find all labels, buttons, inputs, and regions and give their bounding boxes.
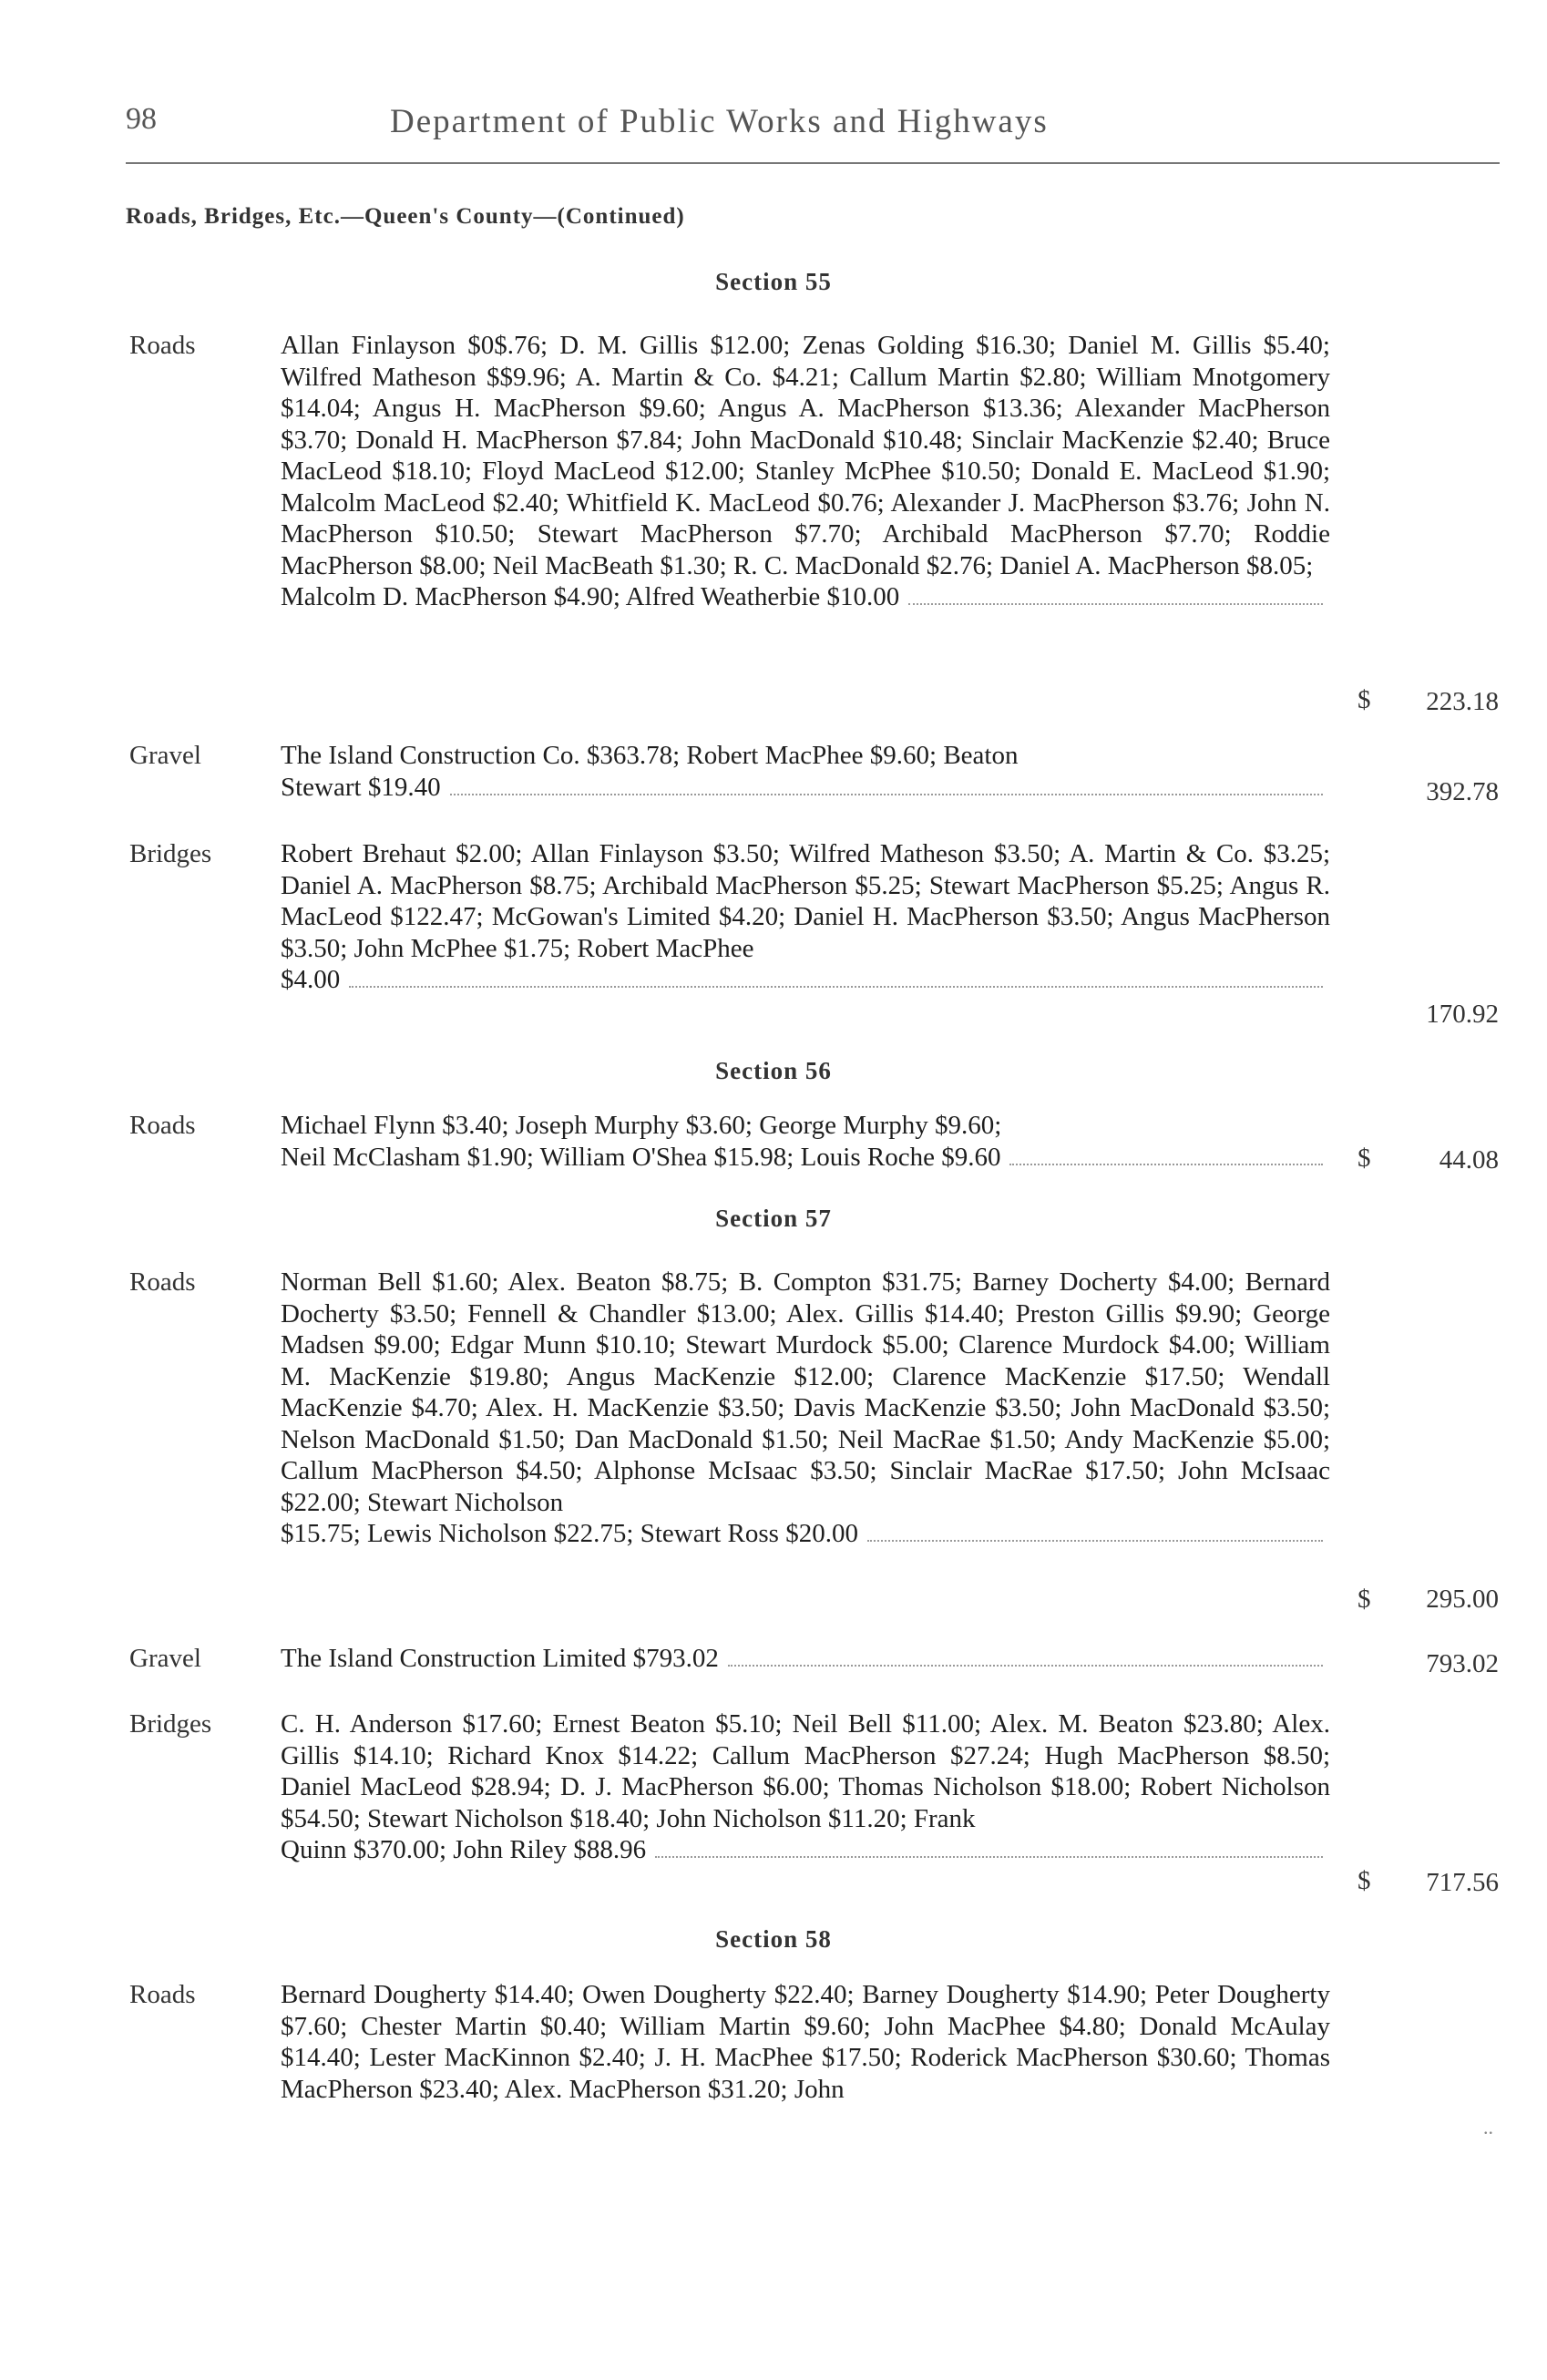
dot-leader [655,1856,1323,1858]
entry-last-line [281,1518,1330,1550]
entry-amount: 295.00 [1426,1585,1499,1614]
entry-text [281,1979,1330,2105]
entry-payees-end: Quinn $370.00; John Riley $88.96 [281,1835,647,1864]
entry-category: Bridges [129,1709,212,1739]
page-number: 98 [126,102,157,136]
section-title: Section 57 [715,1205,832,1232]
entry-category: Roads [129,1111,196,1140]
section-title: Section 58 [715,1925,832,1953]
dot-leader [908,603,1323,605]
entry-category: Gravel [129,1644,201,1673]
entry-amount: 793.02 [1426,1649,1499,1678]
entry-payees: Bernard Dougherty $14.40; Owen Dougherty $22.40; Barney Dougherty $14.90; Peter Dougherty $7.60; Chester Martin $0.40; William Martin $9.60; John MacPhee $4.80; Donald McAulay $14.40; Lester MacKinnon $2.40; J. H. MacPhee $17.50; Roderick MacPherson $30.60; Thomas MacPherson $23.40; Alex. MacPherson $31.20; John [281,1980,1330,2104]
entry-amount: 170.92 [1426,1000,1499,1029]
entry-text [281,1267,1330,1550]
entry-payees-end: Malcolm D. MacPherson $4.90; Alfred Weatherbie $10.00 [281,582,900,611]
subhead: Roads, Bridges, Etc.—Queen's County—(Continued) [126,204,685,229]
entry-payees-end: Stewart $19.40 [281,772,441,802]
section-title: Section 55 [715,268,832,295]
entry-payees-end: The Island Construction Limited $793.02 [281,1644,719,1673]
entry-payees: Robert Brehaut $2.00; Allan Finlayson $3.50; Wilfred Matheson $3.50; A. Martin & Co. $3.25; Daniel A. MacPherson $8.75; Archibald MacPherson $5.25; Stewart MacPherson $5.25; Angus R. MacLeod $122.47; McGowan's Limited $4.20; Daniel H. MacPherson $3.50; Angus MacPherson $3.50; John McPhee $1.75; Robert MacPhee [281,839,1330,963]
entry-last-line [281,964,1330,996]
entry-category: Roads [129,331,196,360]
entry-text [281,1708,1330,1866]
running-head: Department of Public Works and Highways [390,103,1049,140]
margin-mark: .. [1483,2116,1493,2139]
entry-last-line [281,1643,1330,1675]
entry-category: Gravel [129,741,201,770]
entry-amount: 223.18 [1426,687,1499,716]
dollar-sign: $ [1357,685,1371,714]
entry-last-line [281,581,1330,613]
dot-leader [867,1540,1323,1542]
entry-text [281,330,1330,613]
header-rule [126,162,1500,164]
entry-text [281,838,1330,996]
section-title: Section 56 [715,1057,832,1084]
entry-text [281,740,1330,803]
entry-payees: The Island Construction Co. $363.78; Robert MacPhee $9.60; Beaton [281,741,1019,770]
dot-leader [349,986,1323,988]
entry-amount: 392.78 [1426,777,1499,806]
entry-amount: 717.56 [1426,1868,1499,1897]
entry-category: Roads [129,1980,196,2009]
entry-payees: Michael Flynn $3.40; Joseph Murphy $3.60; George Murphy $9.60; [281,1111,1002,1140]
entry-category: Roads [129,1267,196,1297]
entry-last-line [281,772,1330,804]
entry-category: Bridges [129,839,212,868]
dot-leader [728,1665,1323,1667]
dot-leader [450,794,1323,795]
entry-payees-end: $4.00 [281,965,341,994]
dollar-sign: $ [1357,1585,1371,1614]
dot-leader [1009,1164,1323,1165]
entry-payees: Norman Bell $1.60; Alex. Beaton $8.75; B. Compton $31.75; Barney Docherty $4.00; Bernard Docherty $3.50; Fennell & Chandler $13.00; Alex. Gillis $14.40; Preston Gillis $9.90; George Madsen $9.00; Edgar Munn $10.10; Stewart Murdock $5.00; Clarence Murdock $4.00; William M. MacKenzie $19.80; Angus MacKenzie $12.00; Clarence MacKenzie $17.50; Wendall MacKenzie $4.70; Alex. H. MacKenzie $3.50; Davis MacKenzie $3.50; John MacDonald $3.50; Nelson MacDonald $1.50; Dan MacDonald $1.50; Neil MacRae $1.50; Andy MacKenzie $5.00; Callum MacPherson $4.50; Alphonse McIsaac $3.50; Sinclair MacRae $17.50; John McIsaac $22.00; Stewart Nicholson [281,1267,1330,1517]
entry-text [281,1110,1330,1173]
entry-payees: Allan Finlayson $0$.76; D. M. Gillis $12.00; Zenas Golding $16.30; Daniel M. Gillis $5.40; Wilfred Matheson $$9.96; A. Martin & Co. $4.21; Callum Martin $2.80; William Mnotgomery $14.04; Angus H. MacPherson $9.60; Angus A. MacPherson $13.36; Alexander MacPherson $3.70; Donald H. MacPherson $7.84; John MacDonald $10.48; Sinclair MacKenzie $2.40; Bruce MacLeod $18.10; Floyd MacLeod $12.00; Stanley McPhee $10.50; Donald E. MacLeod $1.90; Malcolm MacLeod $2.40; Whitfield K. MacLeod $0.76; Alexander J. MacPherson $3.76; John N. MacPherson $10.50; Stewart MacPherson $7.70; Archibald MacPherson $7.70; Roddie MacPherson $8.00; Neil MacBeath $1.30; R. C. MacDonald $2.76; Daniel A. MacPherson $8.05; [281,331,1330,580]
entry-payees-end: Neil McClasham $1.90; William O'Shea $15.98; Louis Roche $9.60 [281,1142,1001,1172]
entry-text [281,1643,1330,1675]
entry-last-line [281,1834,1330,1866]
entry-payees-end: $15.75; Lewis Nicholson $22.75; Stewart Ross $20.00 [281,1519,858,1548]
dollar-sign: $ [1357,1866,1371,1895]
entry-last-line [281,1142,1330,1174]
entry-payees: C. H. Anderson $17.60; Ernest Beaton $5.10; Neil Bell $11.00; Alex. M. Beaton $23.80; Alex. Gillis $14.10; Richard Knox $14.22; Callum MacPherson $27.24; Hugh MacPherson $8.50; Daniel MacLeod $28.94; D. J. MacPherson $6.00; Thomas Nicholson $18.00; Robert Nicholson $54.50; Stewart Nicholson $18.40; John Nicholson $11.20; Frank [281,1709,1330,1833]
dollar-sign: $ [1357,1144,1371,1173]
entry-amount: 44.08 [1439,1145,1499,1175]
